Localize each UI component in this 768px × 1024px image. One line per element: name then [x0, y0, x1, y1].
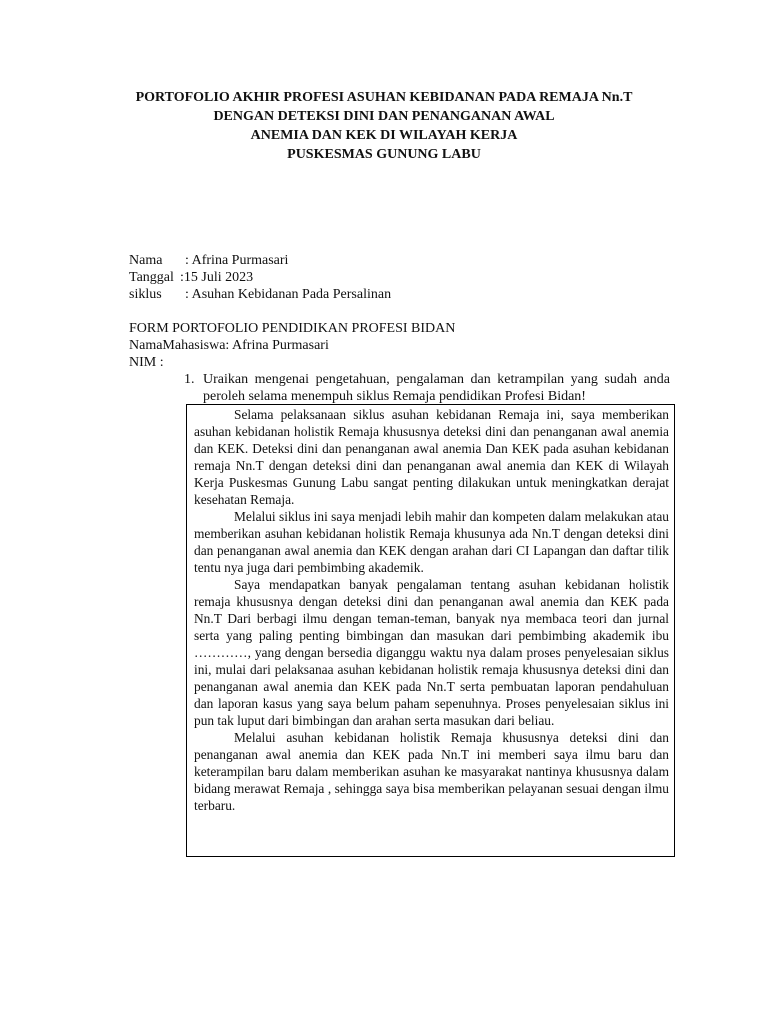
- form-heading: FORM PORTOFOLIO PENDIDIKAN PROFESI BIDAN: [129, 321, 456, 336]
- question-number: 1.: [184, 372, 195, 387]
- answer-box: [186, 404, 675, 857]
- nim-line: NIM :: [129, 355, 164, 370]
- question-text: Uraikan mengenai pengetahuan, pengalaman dan ketrampilan yang sudah anda peroleh selama menempuh siklus Remaja pendidikan Profesi Bidan!: [203, 372, 670, 404]
- name-value: : Afrina Purmasari: [185, 253, 289, 268]
- student-name-line: NamaMahasiswa: Afrina Purmasari: [129, 338, 329, 353]
- answer-paragraph-3: Saya mendapatkan banyak pengalaman tentang asuhan kebidanan holistik remaja khususnya dengan deteksi dini dan penanganan awal anemia dan KEK pada Nn.T Dari berbagi ilmu dengan teman-teman, banyak nya membaca teori dan jurnal serta yang paling penting bimbingan dan masukan dari pembimbing akademik ibu …………, yang dengan bersedia diganggu waktu nya dalam proses penyelesaian siklus ini, mulai dari pelaksanaa asuhan kebidanan holistik remaja khususnya deteksi dini dan penanganan awal anemia dan KEK pada Nn.T serta pembuatan laporan pendahuluan dan laporan kasus yang saya belum paham sepenuhnya. Proses penyelesaian siklus ini pun tak luput dari bimbingan dan arahan serta masukan dari beliau.: [194, 577, 669, 728]
- identity-block: [129, 252, 391, 303]
- question-1: [184, 371, 670, 405]
- cycle-label: siklus: [129, 287, 162, 302]
- form-header: [129, 320, 455, 371]
- title-line-2: DENGAN DETEKSI DINI DAN PENANGANAN AWAL: [213, 109, 555, 124]
- name-row: [129, 252, 391, 269]
- date-value: :15 Juli 2023: [180, 270, 254, 285]
- title-line-4: PUSKESMAS GUNUNG LABU: [287, 147, 481, 162]
- title-line-3: ANEMIA DAN KEK DI WILAYAH KERJA: [250, 128, 518, 143]
- answer-paragraph-1: Selama pelaksanaan siklus asuhan kebidanan Remaja ini, saya memberikan asuhan kebidanan holistik Remaja khususnya deteksi dini dan penanganan awal anemia dan KEK. Deteksi dini dan penanganan awal anemia Dan KEK pada asuhan kebidanan remaja Nn.T dengan deteksi dini dan penanganan awal anemia dan KEK di Wilayah Kerja Puskesmas Gunung Labu sangat penting dilakukan untuk meningkatkan derajat kesehatan Remaja.: [194, 407, 669, 507]
- title-line-1: PORTOFOLIO AKHIR PROFESI ASUHAN KEBIDANAN PADA REMAJA Nn.T: [135, 90, 633, 105]
- name-label: Nama: [129, 253, 163, 268]
- cycle-value: : Asuhan Kebidanan Pada Persalinan: [185, 287, 392, 302]
- answer-paragraph-2: Melalui siklus ini saya menjadi lebih mahir dan kompeten dalam melakukan atau memberikan asuhan kebidanan holistik Remaja khusunya ada Nn.T dengan deteksi dini dan penanganan awal anemia dan KEK dengan arahan dari CI Lapangan dan daftar tilik tentu nya juga dari pembimbing akademik.: [194, 509, 669, 575]
- cycle-row: [129, 286, 391, 303]
- date-label: Tanggal: [129, 270, 174, 285]
- document-title: [90, 88, 678, 164]
- date-row: [129, 269, 391, 286]
- answer-paragraph-4: Melalui asuhan kebidanan holistik Remaja khususnya deteksi dini dan penanganan awal anemia dan KEK pada Nn.T ini memberi saya ilmu baru dan keterampilan baru dalam memberikan asuhan ke masyarakat nantinya khususnya dalam bidang merawat Remaja , sehingga saya bisa memberikan pelayanan sesuai dengan ilmu terbaru.: [194, 730, 669, 813]
